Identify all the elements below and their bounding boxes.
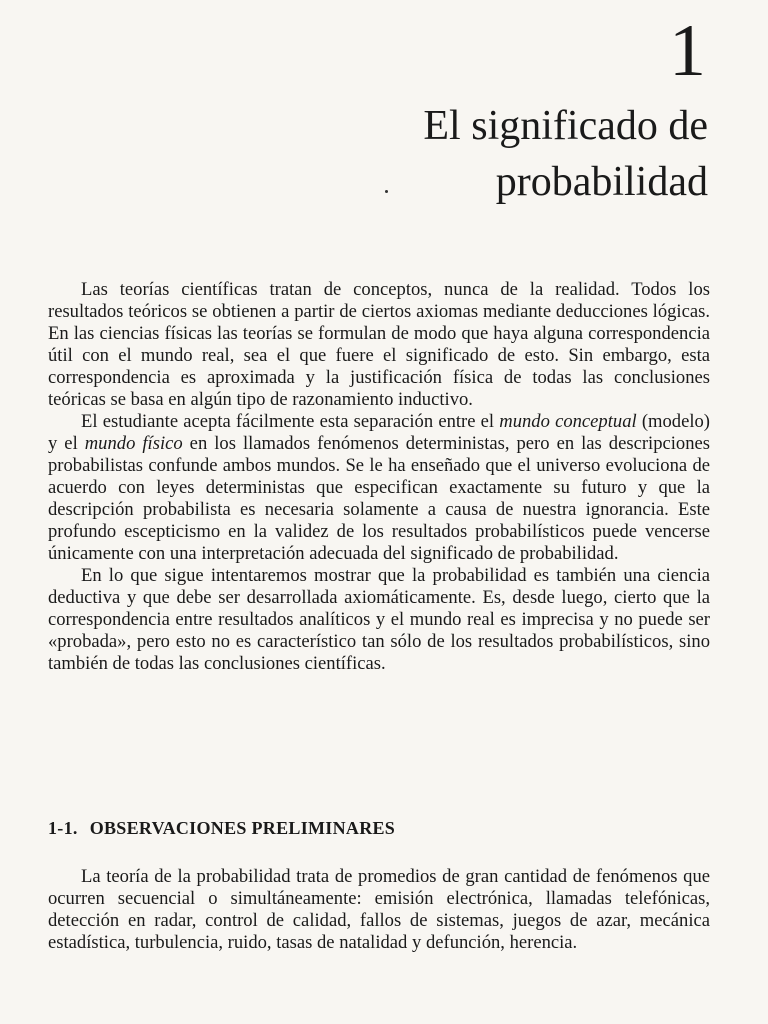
chapter-number: 1	[669, 10, 706, 92]
intro-paragraph-2	[48, 411, 710, 565]
intro-p2-part-c: en los llamados fenómenos deterministas, pero en las descripciones probabilistas confunde ambos mundos. Se le ha enseñado que el universo evoluciona de acuerdo con leyes deterministas que especifican exactamente su futuro y que la descripción probabilista es necesaria solamente a causa de nuestra ignorancia. Este profundo escepticismo en la validez de los resultados probabilísticos puede vencerse únicamente con una interpretación adecuada del significado de probabilidad.	[48, 433, 710, 564]
intro-p2-part-a: El estudiante acepta fácilmente esta separación entre el	[81, 411, 500, 432]
term-mundo-conceptual: mundo conceptual	[499, 411, 637, 432]
section-heading	[48, 818, 395, 839]
intro-paragraph-1: Las teorías científicas tratan de conceptos, nunca de la realidad. Todos los resultados teóricos se obtienen a partir de ciertos axiomas mediante deducciones lógicas. En las ciencias físicas las teorías se formulan de modo que haya alguna correspondencia útil con el mundo real, sea el que fuere el significado de esto. Sin embargo, esta correspondencia es aproximada y la justificación física de todas las conclusiones teóricas se basa en algún tipo de razonamiento inductivo.	[48, 279, 710, 410]
intro-paragraph-3: En lo que sigue intentaremos mostrar que la probabilidad es también una ciencia deductiva y que debe ser desarrollada axiomáticamente. Es, desde luego, cierto que la correspondencia entre resultados analíticos y el mundo real es imprecisa y no puede ser «probada», pero esto no es característico tan sólo de los resultados probabilísticos, sino también de todas las conclusiones científicas.	[48, 565, 710, 674]
print-speck	[385, 190, 388, 193]
section-title: OBSERVACIONES PRELIMINARES	[89, 818, 396, 838]
chapter-title-line2: probabilidad	[495, 159, 708, 205]
section-paragraph-1: La teoría de la probabilidad trata de promedios de gran cantidad de fenómenos que ocurren secuencial o simultáneamente: emisión electrónica, llamadas telefónicas, detección en radar, control de calidad, fallos de sistemas, juegos de azar, mecánica estadística, turbulencia, ruido, tasas de natalidad y defunción, herencia.	[48, 866, 710, 953]
intro-text	[48, 279, 710, 675]
intro-p2-part-b: (modelo) y el	[48, 411, 710, 454]
section-text	[48, 866, 710, 954]
section-number: 1-1.	[48, 818, 78, 838]
chapter-title	[288, 98, 708, 210]
term-mundo-fisico: mundo físico	[84, 433, 183, 454]
chapter-title-line1: El significado de	[423, 103, 708, 149]
